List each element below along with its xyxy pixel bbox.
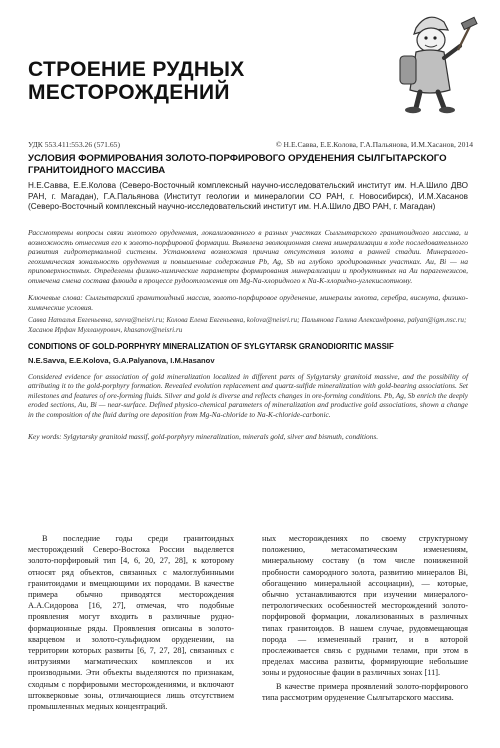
authors-en: N.E.Savva, E.E.Kolova, G.A.Palyanova, I.M.Hasanov (28, 356, 215, 365)
body-right-paragraph: ных месторождениях по своему структурному положению, метасоматическим изменениям, минеральному составу (в том числе пониженной пробности самородного золота, развитию минералов Bi, обогащению минеральной ассоциации), — которые, обычно устанавливаются при изучении минералого-петрологических особенностей месторождений золото-порфировой формации, локализованных в различных типах гранитоидов. В нашем случае, рудовмещающая порода — измененный гранит, и в которой прослеживается связь с рудными телами, при этом в пределах массива развиты, формирующие небольшие зоны и рудоносные фации в различных зонах [11]. (262, 534, 468, 678)
geologist-mascot-icon (378, 6, 480, 114)
author-emails: Савва Наталья Евгеньевна, savva@neisri.ru; Колова Елена Евгеньевна, kolova@neisri.ru; Пальянова Галина Александровна, palyan@igm.nsc.ru; Хасанов Ирфан Мулланурович, khasanov@neisri.ru (28, 316, 467, 334)
udk-line (28, 140, 473, 150)
authors-affiliations-ru: Н.Е.Савва, Е.Е.Колова (Северо-Восточный комплексный научно-исследовательский институт им. Н.А.Шило ДВО РАН, г. Магадан), Г.А.Пальянова (Институт геологии и минералогии СО РАН, г. Новосибирск), И.М.Хасанов (Северо-Восточный комплексный научно-исследовательский институт им. Н.А.Шило ДВО РАН, г. Магадан) (28, 181, 468, 212)
copyright-authors: © Н.Е.Савва, Е.Е.Колова, Г.А.Пальянова, И.М.Хасанов, 2014 (275, 140, 473, 149)
body-column-right (262, 533, 468, 703)
keywords-en: Key words: Sylgytarsky granitoid massif, gold-porphyry mineralization, minerals gold, silver and bismuth, conditions. (28, 432, 379, 441)
body-column-left: В последние годы среди гранитоидных месторождений Северо-Востока России выделяется золото-порфировый тип [4, 6, 20, 27, 28], к которому относят ряд объектов, связанных с малоглубинными гранитоидами и вмещающими их породами. В качестве примера обычно приводятся месторождения А.А.Сидорова [16, 27], отмечая, что подобные проявления могут входить в различные рудно-формационные ряды. Проявления описаны в золото-кварцевом и золото-сульфидном оруденении, на территории которых развиты [6, 7, 27, 28], связанных с интрузиями магматических комплексов и их производными. Эти объекты выделяются по признакам, сходным с порфировыми месторождениями, и включают штокверковые зоны, отличающиеся лишь отсутствием промышленных медных концентраций. (28, 534, 234, 712)
udk-code: УДК 553.411:553.26 (571.65) (28, 140, 120, 149)
keywords-ru: Ключевые слова: Сылгытарский гранитоидный массив, золото-порфировое оруденение, минералы золота, серебра, висмута, физико-химические условия. (28, 293, 468, 312)
article-title-ru: УСЛОВИЯ ФОРМИРОВАНИЯ ЗОЛОТО-ПОРФИРОВОГО ОРУДЕНЕНИЯ СЫЛГЫТАРСКОГО ГРАНИТОИДНОГО МАССИВА (28, 153, 447, 176)
abstract-ru: Рассмотрены вопросы связи золотого оруденения, локализованного в разных участках Сылгытарского гранитоидного массива, и возможность отнесения его к золото-порфировой формации. Выявлена эволюционная смена минерализации в ходе последовательного развития гидротермальной системы. Установлена возможная причина отсутствия золота в ранней стадии. Минералого-геохимическая зональность оруденения и повышенные содержания Pb, Ag, Sb на глубоко эродированных участках. Au, Bi — на приповерхностных. Определены физико-химические параметры формирования минерализации и продуктивных на Au парагенезисов, отмечена смена состава флюида в процессе рудоотложения от Mg-Na-хлоридного к Na-K-хлоридно-углекислотному. (28, 228, 468, 285)
section-title: СТРОЕНИЕ РУДНЫХ МЕСТОРОЖДЕНИЙ (28, 58, 245, 104)
abstract-en: Considered evidence for association of gold mineralization localized in different parts of Sylgytarsky granitoid massive, and the possibility of attributing it to the gold-porphyry formation. Revealed evolution replacement and quartz-sulfide mineralization with gold-bearing associations. Set milestones and features of ore-forming fluids. Silver and gold is diverse and reflects changes in ore-forming conditions. Pb, Ag, Sb enrich the deeply eroded sections, Au, Bi — near-surface. Defined physico-chemical parameters of mineralization and productive gold associations, shown a change in the composition of the fluid during ore deposition from Mg-Na-chloride to Na-K-chloride-carbonic. (28, 372, 468, 419)
article-title-en: CONDITIONS OF GOLD-PORPHYRY MINERALIZATION OF SYLGYTARSK GRANODIORITIC MASSIF (28, 342, 394, 351)
body-right-continuation: В качестве примера проявлений золото-порфирового типа рассмотрим оруденение Сылгытарского массива. (262, 681, 468, 702)
